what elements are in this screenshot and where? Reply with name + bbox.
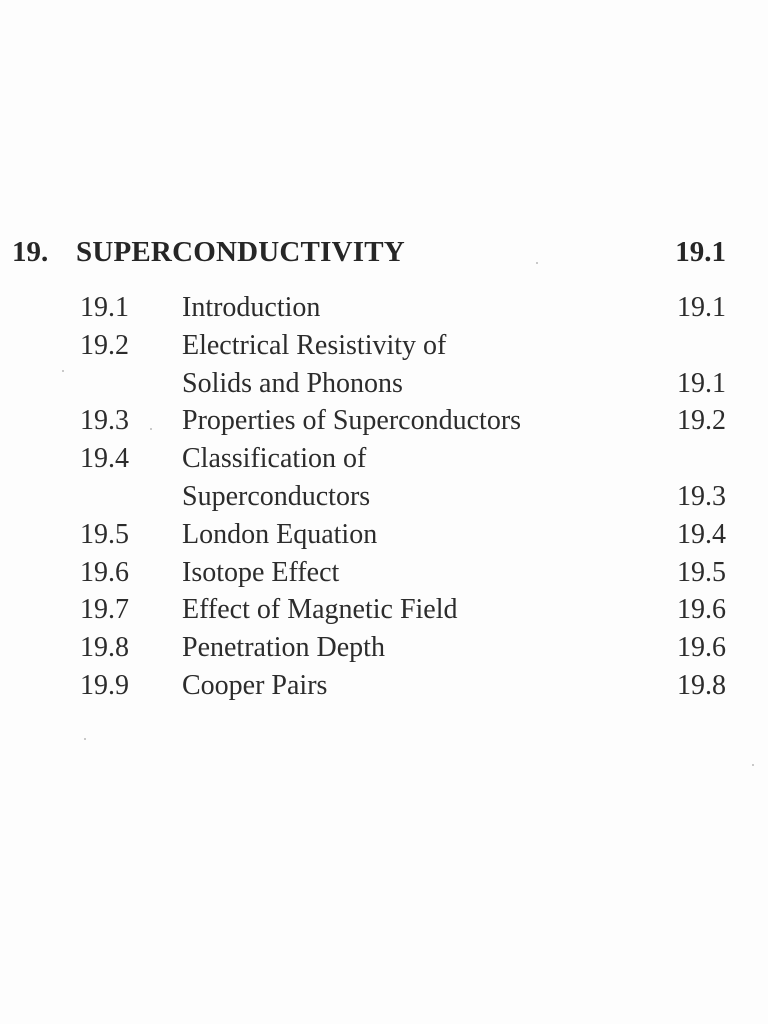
- section-number: 19.7: [80, 594, 129, 626]
- section-title-line: Electrical Resistivity of: [182, 329, 447, 361]
- section-page-number: 19.2: [677, 405, 726, 437]
- section-page-number: 19.8: [677, 669, 726, 701]
- section-title-line: Solids and Phonons: [182, 367, 403, 399]
- section-page-number: 19.6: [677, 632, 726, 664]
- section-title-line: Introduction: [182, 292, 321, 323]
- section-title-line: Cooper Pairs: [182, 669, 328, 701]
- scan-speck: [752, 764, 754, 766]
- toc-entry: [0, 440, 768, 516]
- scan-speck: [536, 262, 538, 264]
- section-title-line: Effect of Magnetic Field: [182, 594, 458, 626]
- section-title-line: London Equation: [182, 518, 378, 550]
- section-number: 19.4: [80, 443, 129, 475]
- section-page-number: 19.5: [677, 556, 726, 588]
- section-title: [182, 516, 642, 554]
- section-number: 19.8: [80, 632, 129, 664]
- section-page-number: 19.4: [677, 518, 726, 550]
- section-title: [182, 667, 642, 705]
- chapter-number: 19.: [12, 236, 49, 268]
- section-title: [182, 440, 642, 516]
- toc-entry: [0, 289, 768, 327]
- section-list: [0, 289, 768, 705]
- section-title-line: Classification of: [182, 443, 367, 475]
- scan-speck: [84, 738, 86, 740]
- scan-speck: [150, 428, 152, 430]
- section-title: [182, 289, 642, 327]
- section-title-line: Penetration Depth: [182, 632, 385, 664]
- section-title-line: Properties of Superconductors: [182, 405, 522, 437]
- toc-entry: [0, 402, 768, 440]
- toc-entry: [0, 629, 768, 667]
- toc-entry: [0, 554, 768, 592]
- section-number: 19.3: [80, 405, 129, 437]
- section-title: [182, 629, 642, 667]
- section-number: 19.6: [80, 556, 129, 588]
- section-title-line: Isotope Effect: [182, 556, 340, 588]
- chapter-heading: [12, 236, 726, 276]
- toc-entry: [0, 591, 768, 629]
- section-page-number: 19.3: [677, 480, 726, 512]
- section-title: [182, 554, 642, 592]
- chapter-page-number: 19.1: [675, 236, 726, 268]
- section-number: 19.5: [80, 518, 129, 550]
- toc-entry: [0, 327, 768, 403]
- scan-speck: [62, 370, 64, 372]
- chapter-title: SUPERCONDUCTIVITY: [76, 236, 405, 268]
- toc-entry: [0, 667, 768, 705]
- section-number: 19.9: [80, 669, 129, 701]
- section-number: 19.2: [80, 329, 129, 361]
- section-page-number: 19.6: [677, 594, 726, 626]
- section-number: 19.1: [80, 292, 129, 323]
- section-page-number: 19.1: [677, 292, 726, 323]
- section-page-number: 19.1: [677, 367, 726, 399]
- section-title: [182, 402, 642, 440]
- section-title-line: Superconductors: [182, 480, 371, 512]
- section-title: [182, 327, 642, 403]
- toc-entry: [0, 516, 768, 554]
- section-title: [182, 591, 642, 629]
